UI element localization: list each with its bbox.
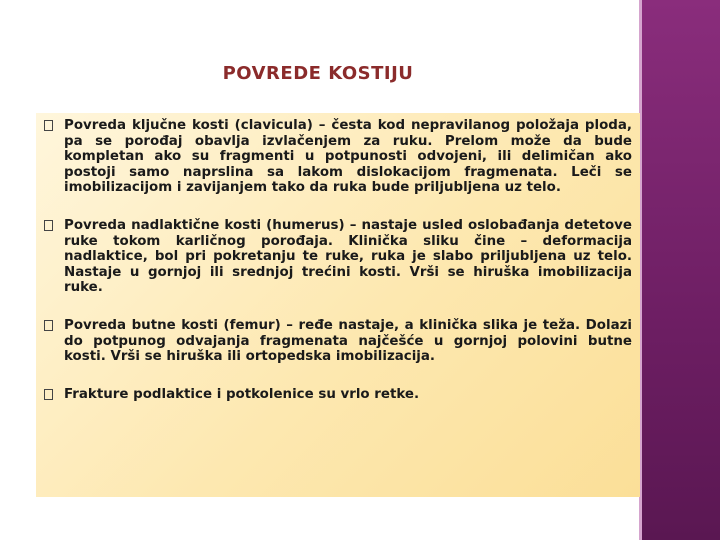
bullet-item-femur <box>36 318 636 365</box>
missing-glyph-box-icon <box>44 320 53 331</box>
bullet-text: Povreda butne kosti (femur) – ređe nastaje, a klinička slika je teža. Dolazi do potpunog odvajanja fragmenata najčešće u gornjoj polovini butne kosti. Vrši se hiruška ili ortopedska imobilizacija. <box>64 317 632 365</box>
bullet-text: Povreda nadlaktične kosti (humerus) – nastaje usled oslobađanja detetove ruke tokom karličnog porođaja. Klinička sliku čine – deformacija nadlaktice, bol pri pokretanju te ruke, ruka je slabo priljubljena uz telo. Nastaje u gornjoj ili srednjoj trećini kosti. Vrši se hiruška imobilizacija ruke. <box>64 217 632 296</box>
missing-glyph-box-icon <box>44 120 53 131</box>
bullet-list <box>36 118 636 402</box>
bullet-item-humerus <box>36 218 636 296</box>
accent-side-bar <box>642 0 720 540</box>
slide-title: POVREDE KOSTIJU <box>222 63 414 84</box>
bullet-text: Frakture podlaktice i potkolenice su vrlo retke. <box>64 386 420 402</box>
missing-glyph-box-icon <box>44 389 53 400</box>
bullet-text: Povreda ključne kosti (clavicula) – česta kod nepravilanog položaja ploda, pa se porođaj obavlja izvlačenjem za ruku. Prelom može da bude kompletan ako su fragmenti u potpunosti odvojeni, ili delimičan ako postoji samo naprslina sa lakom dislokacijom fragmenata. Leči se imobilizacijom i zavijanjem tako da ruka bude priljubljena uz telo. <box>64 118 632 196</box>
missing-glyph-box-icon <box>44 220 53 231</box>
bullet-item-clavicula <box>36 118 636 196</box>
bullet-item-podlaktica <box>36 387 636 403</box>
